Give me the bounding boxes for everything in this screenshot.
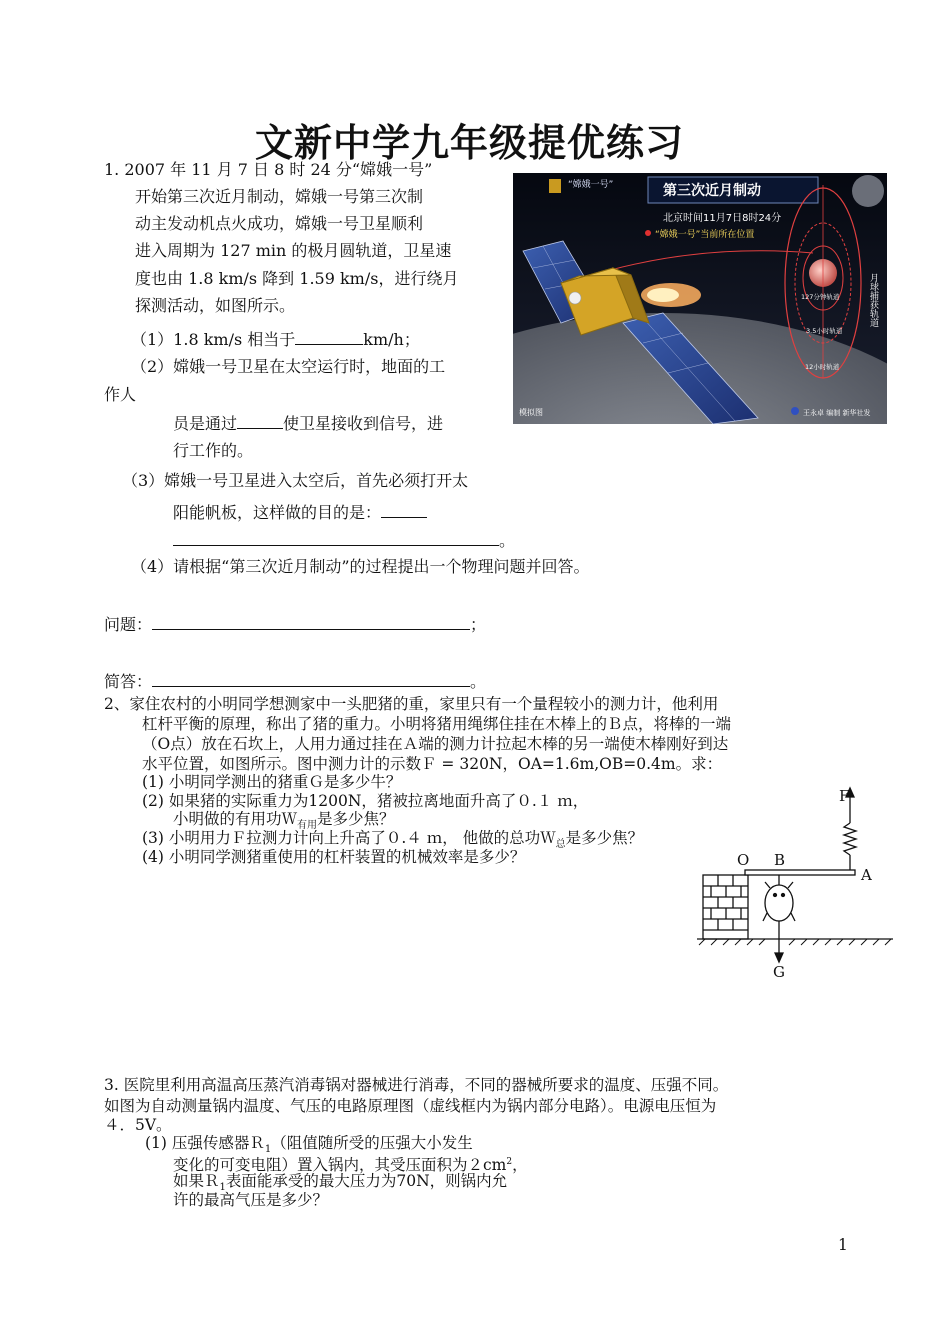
answer-blank[interactable] xyxy=(237,413,283,429)
q1-line-1: 1. 2007 年 11 月 7 日 8 时 24 分“嫦娥一号” xyxy=(104,160,433,179)
q1-question-line xyxy=(104,614,486,635)
q2-line-3: （O点）放在石坎上，人用力通过挂在Ａ端的测力计拉起木棒的另一端使木棒刚好到达 xyxy=(142,735,729,753)
label-model: 模拟图 xyxy=(519,408,543,417)
q3-sub-1b-text: 变化的可变电阻）置入锅内，其受压面积为２cm xyxy=(173,1156,507,1175)
q2-subscript-useful: 有用 xyxy=(297,820,318,832)
figure-banner: 第三次近月制动 xyxy=(663,183,761,199)
answer-blank[interactable] xyxy=(381,502,427,518)
q1-part-2-c-text: 员是通过 xyxy=(173,414,238,433)
q1-line-5: 度也由 1.8 km/s 降到 1.59 km/s，进行绕月 xyxy=(135,269,459,288)
satellite-illustration xyxy=(513,173,887,424)
q2-sub-3-text: (3) 小明用力Ｆ拉测力计向上升高了０.４ ｍ， 他做的总功Ｗ xyxy=(142,829,556,847)
q1-part-4: （4）请根据“第三次近月制动”的过程提出一个物理问题并回答。 xyxy=(131,557,590,576)
label-B: B xyxy=(774,851,786,869)
q1-part-2-c xyxy=(173,413,443,434)
q3-sub-1b-tail: ， xyxy=(512,1156,528,1175)
lever-diagram xyxy=(695,785,895,980)
answer-blank[interactable] xyxy=(295,329,363,345)
q3-subscript-1: 1 xyxy=(264,1144,272,1156)
q1-part-3-b xyxy=(173,502,427,523)
label-A: A xyxy=(861,866,872,884)
q3-sub-1-text: (1) 压强传感器Ｒ xyxy=(145,1134,265,1152)
figure-position-note: “嫦娥一号”当前所在位置 xyxy=(655,230,755,240)
q3-sub-1d: 许的最高气压是多少？ xyxy=(173,1191,329,1209)
q1-answer-line xyxy=(104,671,486,692)
q1-part-2-c-tail: 使卫星接收到信号，进 xyxy=(283,414,444,433)
question-blank[interactable] xyxy=(152,614,470,630)
q2-sub-2: (2) 如果猪的实际重力为1200N，猪被拉离地面升高了０.１ ｍ， xyxy=(142,792,589,810)
figure-time: 北京时间11月7日8时24分 xyxy=(663,213,782,224)
page-title: 文新中学九年级提优练习 xyxy=(255,121,685,165)
antenna-dish xyxy=(569,292,581,304)
q3-sub-1c-tail: 表面能承受的最大压力为70N，则锅内允 xyxy=(225,1172,508,1190)
q1-part-1 xyxy=(131,329,420,350)
gravity-arrow-down xyxy=(775,953,783,962)
q1-part-2-a: （2）嫦娥一号卫星在太空运行时，地面的工 xyxy=(131,357,446,376)
label-12h: 12小时轨道 xyxy=(805,363,840,371)
q1-part-1-text: （1）1.8 km/s 相当于 xyxy=(131,330,296,349)
moon-thumbnail xyxy=(852,175,884,207)
label-O: O xyxy=(737,851,750,869)
q1-part-1-unit: km/h； xyxy=(363,330,420,349)
q1-line-2: 开始第三次近月制动，嫦娥一号第三次制 xyxy=(135,187,424,206)
q3-sub-1-tail: （阻值随所受的压强大小发生 xyxy=(271,1134,473,1152)
label-3-5h: 3.5小时轨道 xyxy=(806,327,843,335)
answer-blank[interactable] xyxy=(152,671,470,687)
answer-end: 。 xyxy=(470,672,487,691)
q2-line-4: 水平位置，如图所示。图中测力计的示数Ｆ = 320N，OA=1.6m,OB=0.4m。求： xyxy=(142,755,723,773)
question-label: 问题： xyxy=(104,615,153,634)
label-G: G xyxy=(773,963,785,980)
page-number: 1 xyxy=(838,1236,848,1254)
q3-sub-1c-text: 如果Ｒ xyxy=(173,1172,220,1190)
q1-part-3-end: 。 xyxy=(499,531,516,550)
q1-part-3-b-text: 阳能帆板，这样做的目的是： xyxy=(173,503,382,522)
q3-line-3: ４．5V。 xyxy=(104,1116,172,1134)
label-F: F xyxy=(839,787,850,805)
chang-e-satellite-figure xyxy=(513,173,887,424)
q3-line-1: 3. 医院里利用高温高压蒸汽消毒锅对器械进行消毒，不同的器械所要求的温度、压强不同。 xyxy=(104,1076,729,1094)
q2-sub-1: (1) 小明同学测出的猪重Ｇ是多少牛？ xyxy=(142,773,402,791)
label-vertical: 月球捕获轨道 xyxy=(868,273,878,327)
label-127min: 127分钟轨道 xyxy=(801,293,840,301)
q1-line-4: 进入周期为 127 min 的极月圆轨道，卫星速 xyxy=(135,241,452,260)
pig-figure xyxy=(765,885,793,921)
q2-line-2: 杠杆平衡的原理，称出了猪的重力。小明将猪用绳绑住挂在木棒上的Ｂ点，将棒的一端 xyxy=(142,715,732,733)
q1-part-3-a: （3）嫦娥一号卫星进入太空后，首先必须打开太 xyxy=(122,471,469,490)
q1-part-2-d: 行工作的。 xyxy=(173,441,254,460)
figure-credit: 王永卓 编制 新华社发 xyxy=(803,409,871,417)
answer-label: 简答： xyxy=(104,672,153,691)
q2-sub-2b-tail: 是多少焦？ xyxy=(317,810,395,828)
q1-line-3: 动主发动机点火成功，嫦娥一号卫星顺利 xyxy=(135,214,424,233)
q2-sub-2b-text: 小明做的有用功Ｗ xyxy=(173,810,298,828)
q2-sub-3-tail: 是多少焦？ xyxy=(565,829,644,847)
lever-bar xyxy=(745,870,855,875)
q1-line-6: 探测活动，如图所示。 xyxy=(135,296,296,315)
answer-blank[interactable] xyxy=(173,530,499,546)
figure-top-tag: “嫦娥一号” xyxy=(568,180,614,190)
q1-part-2-b: 作人 xyxy=(104,385,137,404)
q2-sub-4: (4) 小明同学测猪重使用的杠杆装置的机械效率是多少？ xyxy=(142,848,526,866)
q3-line-2: 如图为自动测量锅内温度、气压的电路原理图（虚线框内为锅内部分电路）。电源电压恒为 xyxy=(104,1097,717,1115)
q2-line-1: 2、家住农村的小明同学想测家中一头肥猪的重，家里只有一个量程较小的测力计，他利用 xyxy=(104,695,719,713)
spring-scale xyxy=(844,823,856,855)
q1-part-3-c xyxy=(173,530,515,551)
q3-subscript-1b: 1 xyxy=(219,1182,226,1194)
q3-superscript-2: 2 xyxy=(506,1157,513,1167)
mini-satellite-icon xyxy=(549,179,561,193)
question-end: ； xyxy=(470,615,487,634)
q2-subscript-total: 总 xyxy=(555,839,566,851)
